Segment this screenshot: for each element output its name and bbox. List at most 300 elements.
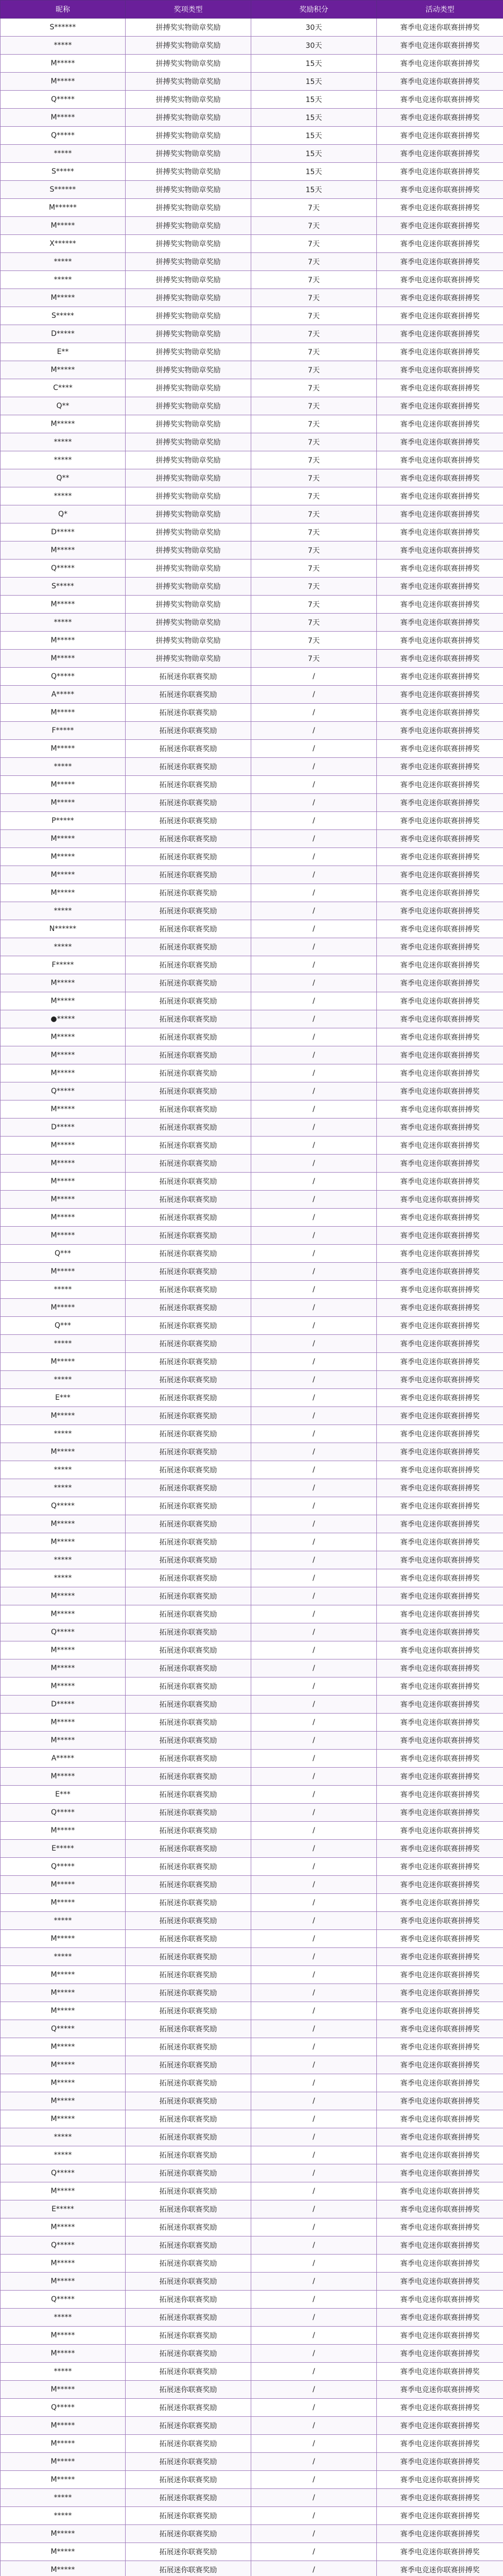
cell-reward-points: / — [251, 1082, 377, 1100]
cell-reward-points: / — [251, 848, 377, 866]
cell-nickname: M***** — [1, 2002, 126, 2020]
table-row — [1, 415, 503, 433]
cell-activity-type: 赛季电竞迷你联赛拼搏奖 — [377, 1263, 503, 1281]
cell-award-type: 拓展迷你联赛奖励 — [126, 1533, 251, 1551]
cell-activity-type: 赛季电竞迷你联赛拼搏奖 — [377, 992, 503, 1010]
cell-nickname: M***** — [1, 1677, 126, 1696]
cell-nickname: M***** — [1, 1137, 126, 1155]
cell-activity-type: 赛季电竞迷你联赛拼搏奖 — [377, 127, 503, 145]
cell-nickname: M***** — [1, 1064, 126, 1082]
cell-activity-type: 赛季电竞迷你联赛拼搏奖 — [377, 1010, 503, 1028]
cell-reward-points: / — [251, 1858, 377, 1876]
cell-reward-points: / — [251, 1209, 377, 1227]
cell-award-type: 拓展迷你联赛奖励 — [126, 758, 251, 776]
cell-nickname: ***** — [1, 487, 126, 505]
table-row — [1, 505, 503, 523]
cell-award-type: 拓展迷你联赛奖励 — [126, 2381, 251, 2399]
cell-nickname: M***** — [1, 2381, 126, 2399]
cell-activity-type: 赛季电竞迷你联赛拼搏奖 — [377, 2381, 503, 2399]
cell-nickname: E***** — [1, 1840, 126, 1858]
cell-award-type: 拓展迷你联赛奖励 — [126, 2471, 251, 2489]
cell-award-type: 拓展迷你联赛奖励 — [126, 1155, 251, 1173]
table-row — [1, 884, 503, 902]
table-row — [1, 1371, 503, 1389]
table-row — [1, 2200, 503, 2218]
table-row — [1, 2074, 503, 2092]
table-row — [1, 2218, 503, 2236]
cell-activity-type: 赛季电竞迷你联赛拼搏奖 — [377, 974, 503, 992]
cell-activity-type: 赛季电竞迷你联赛拼搏奖 — [377, 55, 503, 73]
cell-award-type: 拼搏奖实物勋章奖励 — [126, 217, 251, 235]
cell-award-type: 拼搏奖实物勋章奖励 — [126, 343, 251, 361]
cell-reward-points: / — [251, 866, 377, 884]
cell-award-type: 拓展迷你联赛奖励 — [126, 2236, 251, 2255]
cell-nickname: M***** — [1, 1100, 126, 1118]
cell-reward-points: / — [251, 1912, 377, 1930]
cell-activity-type: 赛季电竞迷你联赛拼搏奖 — [377, 1281, 503, 1299]
cell-reward-points: / — [251, 1118, 377, 1137]
cell-award-type: 拓展迷你联赛奖励 — [126, 1028, 251, 1046]
cell-reward-points: / — [251, 1930, 377, 1948]
cell-activity-type: 赛季电竞迷你联赛拼搏奖 — [377, 235, 503, 253]
cell-nickname: M***** — [1, 2327, 126, 2345]
cell-reward-points: / — [251, 2128, 377, 2146]
cell-nickname: M***** — [1, 2074, 126, 2092]
header-row — [1, 1, 503, 19]
cell-nickname: P***** — [1, 812, 126, 830]
cell-reward-points: / — [251, 2200, 377, 2218]
cell-award-type: 拓展迷你联赛奖励 — [126, 884, 251, 902]
cell-nickname: M***** — [1, 1605, 126, 1623]
table-row — [1, 1028, 503, 1046]
cell-reward-points: / — [251, 2363, 377, 2381]
cell-activity-type: 赛季电竞迷你联赛拼搏奖 — [377, 1191, 503, 1209]
cell-award-type: 拓展迷你联赛奖励 — [126, 1353, 251, 1371]
table-row — [1, 469, 503, 487]
cell-reward-points: / — [251, 1551, 377, 1569]
cell-activity-type: 赛季电竞迷你联赛拼搏奖 — [377, 2525, 503, 2543]
cell-reward-points: 30天 — [251, 37, 377, 55]
cell-activity-type: 赛季电竞迷你联赛拼搏奖 — [377, 2507, 503, 2525]
cell-nickname: Q***** — [1, 2236, 126, 2255]
table-row — [1, 397, 503, 415]
cell-activity-type: 赛季电竞迷你联赛拼搏奖 — [377, 1750, 503, 1768]
table-row — [1, 776, 503, 794]
cell-award-type: 拓展迷你联赛奖励 — [126, 794, 251, 812]
cell-reward-points: / — [251, 1407, 377, 1425]
cell-award-type: 拼搏奖实物勋章奖励 — [126, 235, 251, 253]
cell-nickname: M***** — [1, 1028, 126, 1046]
cell-award-type: 拓展迷你联赛奖励 — [126, 1623, 251, 1641]
table-row — [1, 1389, 503, 1407]
cell-nickname: ***** — [1, 1425, 126, 1443]
table-row — [1, 1227, 503, 1245]
cell-reward-points: / — [251, 1281, 377, 1299]
table-row — [1, 668, 503, 686]
cell-reward-points: / — [251, 2218, 377, 2236]
cell-nickname: M***** — [1, 2056, 126, 2074]
cell-reward-points: / — [251, 2020, 377, 2038]
cell-activity-type: 赛季电竞迷你联赛拼搏奖 — [377, 307, 503, 325]
cell-award-type: 拓展迷你联赛奖励 — [126, 1912, 251, 1930]
cell-activity-type: 赛季电竞迷你联赛拼搏奖 — [377, 1569, 503, 1587]
cell-nickname: M***** — [1, 1191, 126, 1209]
cell-activity-type: 赛季电竞迷你联赛拼搏奖 — [377, 722, 503, 740]
cell-activity-type: 赛季电竞迷你联赛拼搏奖 — [377, 1497, 503, 1515]
table-header — [1, 1, 503, 19]
cell-reward-points: / — [251, 1822, 377, 1840]
cell-activity-type: 赛季电竞迷你联赛拼搏奖 — [377, 902, 503, 920]
cell-reward-points: / — [251, 2435, 377, 2453]
cell-reward-points: / — [251, 794, 377, 812]
cell-activity-type: 赛季电竞迷你联赛拼搏奖 — [377, 1714, 503, 1732]
cell-activity-type: 赛季电竞迷你联赛拼搏奖 — [377, 1930, 503, 1948]
cell-activity-type: 赛季电竞迷你联赛拼搏奖 — [377, 37, 503, 55]
cell-activity-type: 赛季电竞迷你联赛拼搏奖 — [377, 1894, 503, 1912]
cell-nickname: S****** — [1, 19, 126, 37]
table-row — [1, 1100, 503, 1118]
cell-nickname: M***** — [1, 884, 126, 902]
cell-nickname: ***** — [1, 1371, 126, 1389]
cell-award-type: 拓展迷你联赛奖励 — [126, 2182, 251, 2200]
cell-activity-type: 赛季电竞迷你联赛拼搏奖 — [377, 1046, 503, 1064]
table-row — [1, 2435, 503, 2453]
cell-activity-type: 赛季电竞迷你联赛拼搏奖 — [377, 145, 503, 163]
table-row — [1, 722, 503, 740]
cell-reward-points: 15天 — [251, 163, 377, 181]
cell-award-type: 拼搏奖实物勋章奖励 — [126, 181, 251, 199]
cell-award-type: 拓展迷你联赛奖励 — [126, 2363, 251, 2381]
cell-nickname: Q***** — [1, 2164, 126, 2182]
cell-reward-points: / — [251, 1750, 377, 1768]
cell-activity-type: 赛季电竞迷你联赛拼搏奖 — [377, 217, 503, 235]
cell-award-type: 拼搏奖实物勋章奖励 — [126, 541, 251, 560]
cell-nickname: M***** — [1, 794, 126, 812]
cell-reward-points: 15天 — [251, 127, 377, 145]
cell-nickname: ***** — [1, 1479, 126, 1497]
cell-nickname: M***** — [1, 866, 126, 884]
cell-activity-type: 赛季电竞迷你联赛拼搏奖 — [377, 740, 503, 758]
cell-nickname: ***** — [1, 1569, 126, 1587]
cell-nickname: F***** — [1, 722, 126, 740]
cell-activity-type: 赛季电竞迷你联赛拼搏奖 — [377, 1948, 503, 1966]
table-row — [1, 938, 503, 956]
cell-nickname: M***** — [1, 541, 126, 560]
table-row — [1, 974, 503, 992]
cell-award-type: 拓展迷你联赛奖励 — [126, 2255, 251, 2273]
cell-activity-type: 赛季电竞迷你联赛拼搏奖 — [377, 19, 503, 37]
cell-award-type: 拓展迷你联赛奖励 — [126, 740, 251, 758]
table-row — [1, 632, 503, 650]
cell-reward-points: / — [251, 2002, 377, 2020]
cell-reward-points: / — [251, 1010, 377, 1028]
cell-nickname: ***** — [1, 2489, 126, 2507]
cell-reward-points: 15天 — [251, 73, 377, 91]
table-row — [1, 91, 503, 109]
table-row — [1, 1173, 503, 1191]
cell-reward-points: / — [251, 2345, 377, 2363]
cell-activity-type: 赛季电竞迷你联赛拼搏奖 — [377, 2489, 503, 2507]
cell-reward-points: / — [251, 1569, 377, 1587]
cell-nickname: M***** — [1, 2561, 126, 2576]
table-row — [1, 2092, 503, 2110]
cell-award-type: 拼搏奖实物勋章奖励 — [126, 199, 251, 217]
cell-reward-points: / — [251, 2327, 377, 2345]
cell-activity-type: 赛季电竞迷你联赛拼搏奖 — [377, 920, 503, 938]
cell-award-type: 拓展迷你联赛奖励 — [126, 2074, 251, 2092]
table-row — [1, 2381, 503, 2399]
cell-nickname: M***** — [1, 2435, 126, 2453]
cell-nickname: M***** — [1, 1732, 126, 1750]
cell-activity-type: 赛季电竞迷你联赛拼搏奖 — [377, 1299, 503, 1317]
cell-activity-type: 赛季电竞迷你联赛拼搏奖 — [377, 1407, 503, 1425]
cell-nickname: M****** — [1, 199, 126, 217]
cell-reward-points: / — [251, 704, 377, 722]
cell-award-type: 拼搏奖实物勋章奖励 — [126, 433, 251, 451]
table-row — [1, 1822, 503, 1840]
cell-activity-type: 赛季电竞迷你联赛拼搏奖 — [377, 956, 503, 974]
table-row — [1, 2056, 503, 2074]
cell-nickname: E*** — [1, 1389, 126, 1407]
cell-nickname: ***** — [1, 614, 126, 632]
cell-reward-points: / — [251, 1227, 377, 1245]
cell-award-type: 拓展迷你联赛奖励 — [126, 1569, 251, 1587]
cell-activity-type: 赛季电竞迷你联赛拼搏奖 — [377, 848, 503, 866]
table-row — [1, 1299, 503, 1317]
cell-nickname: M***** — [1, 1587, 126, 1605]
cell-award-type: 拓展迷你联赛奖励 — [126, 1876, 251, 1894]
table-row — [1, 307, 503, 325]
table-row — [1, 578, 503, 596]
table-row — [1, 523, 503, 541]
table-body — [1, 19, 503, 2576]
cell-nickname: ***** — [1, 902, 126, 920]
table-row — [1, 343, 503, 361]
cell-award-type: 拓展迷你联赛奖励 — [126, 2164, 251, 2182]
table-row — [1, 596, 503, 614]
table-row — [1, 163, 503, 181]
table-row — [1, 2128, 503, 2146]
cell-activity-type: 赛季电竞迷你联赛拼搏奖 — [377, 2056, 503, 2074]
cell-award-type: 拓展迷你联赛奖励 — [126, 1966, 251, 1984]
cell-reward-points: / — [251, 1605, 377, 1623]
cell-activity-type: 赛季电竞迷你联赛拼搏奖 — [377, 1100, 503, 1118]
cell-reward-points: / — [251, 1714, 377, 1732]
cell-nickname: ***** — [1, 938, 126, 956]
cell-award-type: 拓展迷你联赛奖励 — [126, 1046, 251, 1064]
cell-reward-points: / — [251, 2507, 377, 2525]
cell-activity-type: 赛季电竞迷你联赛拼搏奖 — [377, 1155, 503, 1173]
table-row — [1, 19, 503, 37]
cell-reward-points: / — [251, 2038, 377, 2056]
cell-nickname: ***** — [1, 758, 126, 776]
cell-award-type: 拼搏奖实物勋章奖励 — [126, 253, 251, 271]
cell-nickname: ***** — [1, 145, 126, 163]
table-row — [1, 1010, 503, 1028]
cell-award-type: 拓展迷你联赛奖励 — [126, 1551, 251, 1569]
cell-activity-type: 赛季电竞迷你联赛拼搏奖 — [377, 253, 503, 271]
cell-activity-type: 赛季电竞迷你联赛拼搏奖 — [377, 181, 503, 199]
cell-nickname: S***** — [1, 578, 126, 596]
cell-reward-points: 7天 — [251, 487, 377, 505]
cell-activity-type: 赛季电竞迷你联赛拼搏奖 — [377, 632, 503, 650]
cell-activity-type: 赛季电竞迷你联赛拼搏奖 — [377, 578, 503, 596]
cell-reward-points: / — [251, 758, 377, 776]
cell-award-type: 拼搏奖实物勋章奖励 — [126, 109, 251, 127]
table-row — [1, 2399, 503, 2417]
cell-award-type: 拓展迷你联赛奖励 — [126, 1605, 251, 1623]
cell-award-type: 拓展迷你联赛奖励 — [126, 1984, 251, 2002]
cell-nickname: M***** — [1, 1046, 126, 1064]
cell-award-type: 拓展迷你联赛奖励 — [126, 1118, 251, 1137]
cell-activity-type: 赛季电竞迷你联赛拼搏奖 — [377, 1876, 503, 1894]
cell-reward-points: / — [251, 956, 377, 974]
table-row — [1, 1335, 503, 1353]
cell-award-type: 拓展迷你联赛奖励 — [126, 2561, 251, 2576]
cell-award-type: 拓展迷你联赛奖励 — [126, 2218, 251, 2236]
cell-activity-type: 赛季电竞迷你联赛拼搏奖 — [377, 1984, 503, 2002]
cell-nickname: Q***** — [1, 2399, 126, 2417]
table-row — [1, 235, 503, 253]
cell-nickname: M***** — [1, 830, 126, 848]
cell-nickname: M***** — [1, 1714, 126, 1732]
cell-reward-points: / — [251, 1028, 377, 1046]
cell-nickname: D***** — [1, 523, 126, 541]
cell-reward-points: 7天 — [251, 469, 377, 487]
cell-activity-type: 赛季电竞迷你联赛拼搏奖 — [377, 1227, 503, 1245]
cell-award-type: 拓展迷你联赛奖励 — [126, 1750, 251, 1768]
cell-award-type: 拓展迷你联赛奖励 — [126, 1389, 251, 1407]
cell-reward-points: 7天 — [251, 343, 377, 361]
cell-nickname: Q* — [1, 505, 126, 523]
cell-nickname: Q***** — [1, 127, 126, 145]
cell-award-type: 拓展迷你联赛奖励 — [126, 1173, 251, 1191]
cell-reward-points: / — [251, 1191, 377, 1209]
cell-award-type: 拓展迷你联赛奖励 — [126, 902, 251, 920]
cell-nickname: M***** — [1, 848, 126, 866]
cell-nickname: M***** — [1, 1209, 126, 1227]
cell-nickname: M***** — [1, 73, 126, 91]
table-row — [1, 704, 503, 722]
table-row — [1, 1768, 503, 1786]
cell-nickname: ***** — [1, 271, 126, 289]
cell-nickname: ***** — [1, 1912, 126, 1930]
cell-reward-points: / — [251, 1100, 377, 1118]
cell-reward-points: / — [251, 1353, 377, 1371]
cell-reward-points: / — [251, 1894, 377, 1912]
cell-reward-points: / — [251, 974, 377, 992]
cell-activity-type: 赛季电竞迷你联赛拼搏奖 — [377, 1641, 503, 1659]
cell-reward-points: / — [251, 668, 377, 686]
cell-reward-points: / — [251, 2110, 377, 2128]
table-row — [1, 271, 503, 289]
cell-activity-type: 赛季电竞迷你联赛拼搏奖 — [377, 1425, 503, 1443]
cell-reward-points: / — [251, 830, 377, 848]
cell-reward-points: / — [251, 2255, 377, 2273]
table-row — [1, 1137, 503, 1155]
cell-activity-type: 赛季电竞迷你联赛拼搏奖 — [377, 1461, 503, 1479]
cell-award-type: 拓展迷你联赛奖励 — [126, 776, 251, 794]
table-row — [1, 2273, 503, 2291]
cell-award-type: 拓展迷你联赛奖励 — [126, 1930, 251, 1948]
cell-reward-points: 15天 — [251, 55, 377, 73]
cell-award-type: 拓展迷你联赛奖励 — [126, 1714, 251, 1732]
cell-activity-type: 赛季电竞迷你联赛拼搏奖 — [377, 2128, 503, 2146]
cell-award-type: 拓展迷你联赛奖励 — [126, 2146, 251, 2164]
table-row — [1, 253, 503, 271]
cell-award-type: 拓展迷你联赛奖励 — [126, 812, 251, 830]
cell-award-type: 拓展迷你联赛奖励 — [126, 2110, 251, 2128]
cell-award-type: 拓展迷你联赛奖励 — [126, 848, 251, 866]
cell-activity-type: 赛季电竞迷你联赛拼搏奖 — [377, 1551, 503, 1569]
cell-award-type: 拼搏奖实物勋章奖励 — [126, 596, 251, 614]
table-row — [1, 2309, 503, 2327]
cell-award-type: 拼搏奖实物勋章奖励 — [126, 632, 251, 650]
cell-activity-type: 赛季电竞迷你联赛拼搏奖 — [377, 1966, 503, 1984]
table-row — [1, 1533, 503, 1551]
cell-award-type: 拓展迷你联赛奖励 — [126, 1010, 251, 1028]
table-row — [1, 1659, 503, 1677]
cell-award-type: 拓展迷你联赛奖励 — [126, 1497, 251, 1515]
cell-reward-points: / — [251, 938, 377, 956]
cell-award-type: 拓展迷你联赛奖励 — [126, 668, 251, 686]
cell-nickname: C**** — [1, 379, 126, 397]
table-row — [1, 920, 503, 938]
cell-nickname: M***** — [1, 1894, 126, 1912]
cell-nickname: Q*** — [1, 1317, 126, 1335]
cell-award-type: 拓展迷你联赛奖励 — [126, 1858, 251, 1876]
table-row — [1, 2327, 503, 2345]
cell-activity-type: 赛季电竞迷你联赛拼搏奖 — [377, 2092, 503, 2110]
cell-award-type: 拼搏奖实物勋章奖励 — [126, 523, 251, 541]
cell-nickname: M***** — [1, 650, 126, 668]
cell-activity-type: 赛季电竞迷你联赛拼搏奖 — [377, 2146, 503, 2164]
cell-activity-type: 赛季电竞迷你联赛拼搏奖 — [377, 2543, 503, 2561]
cell-award-type: 拓展迷你联赛奖励 — [126, 2489, 251, 2507]
cell-reward-points: 7天 — [251, 578, 377, 596]
table-row — [1, 2164, 503, 2182]
cell-nickname: M***** — [1, 2525, 126, 2543]
cell-activity-type: 赛季电竞迷你联赛拼搏奖 — [377, 938, 503, 956]
cell-award-type: 拼搏奖实物勋章奖励 — [126, 55, 251, 73]
cell-award-type: 拓展迷你联赛奖励 — [126, 1137, 251, 1155]
cell-nickname: Q***** — [1, 668, 126, 686]
cell-nickname: ***** — [1, 253, 126, 271]
cell-reward-points: 7天 — [251, 325, 377, 343]
cell-activity-type: 赛季电竞迷你联赛拼搏奖 — [377, 505, 503, 523]
cell-activity-type: 赛季电竞迷你联赛拼搏奖 — [377, 2363, 503, 2381]
cell-award-type: 拓展迷你联赛奖励 — [126, 866, 251, 884]
cell-award-type: 拓展迷你联赛奖励 — [126, 1696, 251, 1714]
table-row — [1, 740, 503, 758]
cell-award-type: 拼搏奖实物勋章奖励 — [126, 487, 251, 505]
cell-nickname: M***** — [1, 1227, 126, 1245]
table-row — [1, 848, 503, 866]
cell-activity-type: 赛季电竞迷你联赛拼搏奖 — [377, 812, 503, 830]
cell-activity-type: 赛季电竞迷你联赛拼搏奖 — [377, 1858, 503, 1876]
cell-activity-type: 赛季电竞迷你联赛拼搏奖 — [377, 1028, 503, 1046]
cell-activity-type: 赛季电竞迷你联赛拼搏奖 — [377, 361, 503, 379]
cell-nickname: M***** — [1, 2110, 126, 2128]
cell-activity-type: 赛季电竞迷你联赛拼搏奖 — [377, 1515, 503, 1533]
cell-activity-type: 赛季电竞迷你联赛拼搏奖 — [377, 2561, 503, 2576]
cell-nickname: ***** — [1, 2363, 126, 2381]
cell-reward-points: 7天 — [251, 235, 377, 253]
cell-nickname: M***** — [1, 1443, 126, 1461]
table-row — [1, 1840, 503, 1858]
cell-reward-points: / — [251, 1533, 377, 1551]
cell-nickname: E** — [1, 343, 126, 361]
